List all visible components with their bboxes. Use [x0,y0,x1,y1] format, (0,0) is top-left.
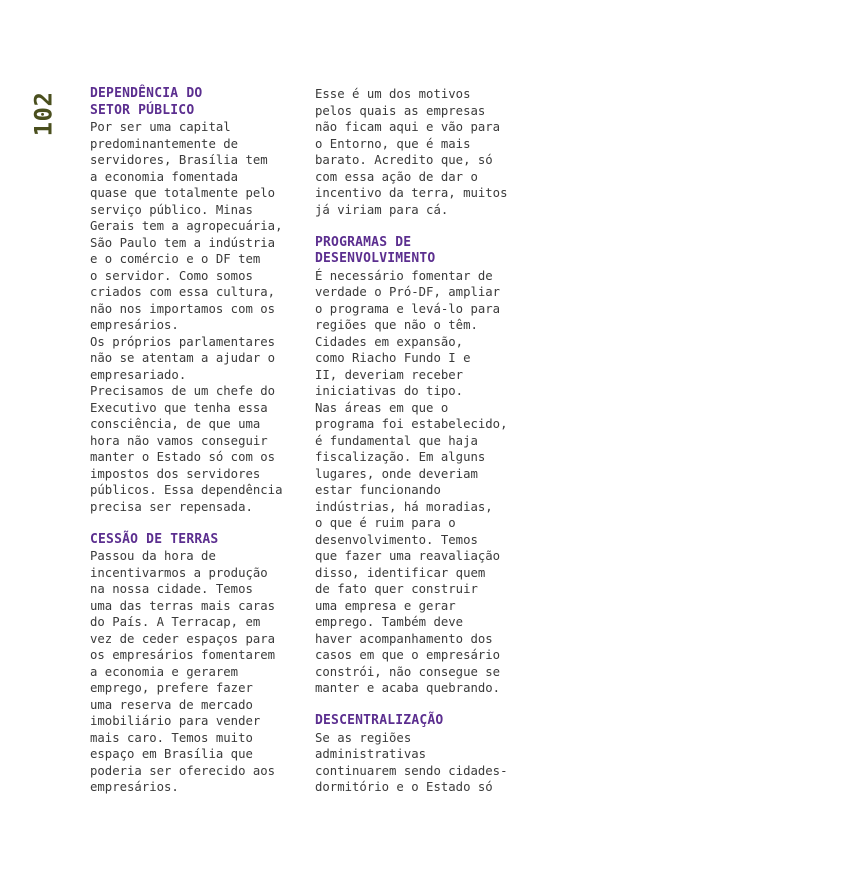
paragraph: Os próprios parlamentares não se atentam a ajudar o empresariado. [90,334,276,382]
section-descentralizacao [315,713,525,796]
paragraph: Nas áreas em que o programa foi estabelecido, é fundamental que haja fiscalização. Em alguns lugares, onde deveriam estar funcionando indústrias, há moradias, o que é ruim para o desenvolvimento. Temos que fazer uma reavaliação disso, identificar quem de fato quer construir uma empresa e gerar emprego. Também deve haver acompanhamento dos casos em que o empresário constrói, não consegue se manter e acaba quebrando. [315,400,508,695]
section-heading: PROGRAMAS DE DESENVOLVIMENTO [315,234,436,266]
paragraph: Se as regiões administrativas continuarem sendo cidades- dormitório e o Estado só [315,730,508,794]
paragraph: Esse é um dos motivos pelos quais as empresas não ficam aqui e vão para o Entorno, que é mais barato. Acredito que, só com essa ação de dar o incentivo da terra, muitos já viriam para cá. [315,87,508,217]
paragraph: Por ser uma capital predominantemente de servidores, Brasília tem a economia fomentada quase que totalmente pelo serviço público. Minas Gerais tem a agropecuária, São Paulo tem a indústria e o comércio e o DF tem o servidor. Como somos criados com essa cultura, não nos importamos com os empresários. [90,120,283,332]
section-dependencia [90,86,305,515]
paragraph: É necessário fomentar de verdade o Pró-DF, ampliar o programa e levá-lo para regiões que não o têm. Cidades em expansão, como Riacho Fundo I e II, deveriam receber iniciativas do tipo. [315,268,501,398]
page-number-text: 102 [29,91,58,137]
section-heading: DESCENTRALIZAÇÃO [315,713,444,728]
paragraph: Precisamos de um chefe do Executivo que tenha essa consciência, de que uma hora não vamos conseguir manter o Estado só com os impostos dos servidores públicos. Essa dependência precisa ser repensada. [90,384,283,514]
section-cessao-de-terras [90,532,305,796]
section-continuation [315,86,525,218]
page-number [28,88,58,140]
section-programas [315,235,525,697]
section-heading: DEPENDÊNCIA DO SETOR PÚBLICO [90,86,203,118]
right-column [315,86,525,796]
paragraph: Passou da hora de incentivarmos a produção na nossa cidade. Temos uma das terras mais caras do País. A Terracap, em vez de ceder espaços para os empresários fomentarem a economia e gerarem emprego, prefere fazer uma reserva de mercado imobiliário para vender mais caro. Temos muito espaço em Brasília que poderia ser oferecido aos empresários. [90,549,276,794]
left-column [90,86,305,796]
section-heading: CESSÃO DE TERRAS [90,531,219,547]
